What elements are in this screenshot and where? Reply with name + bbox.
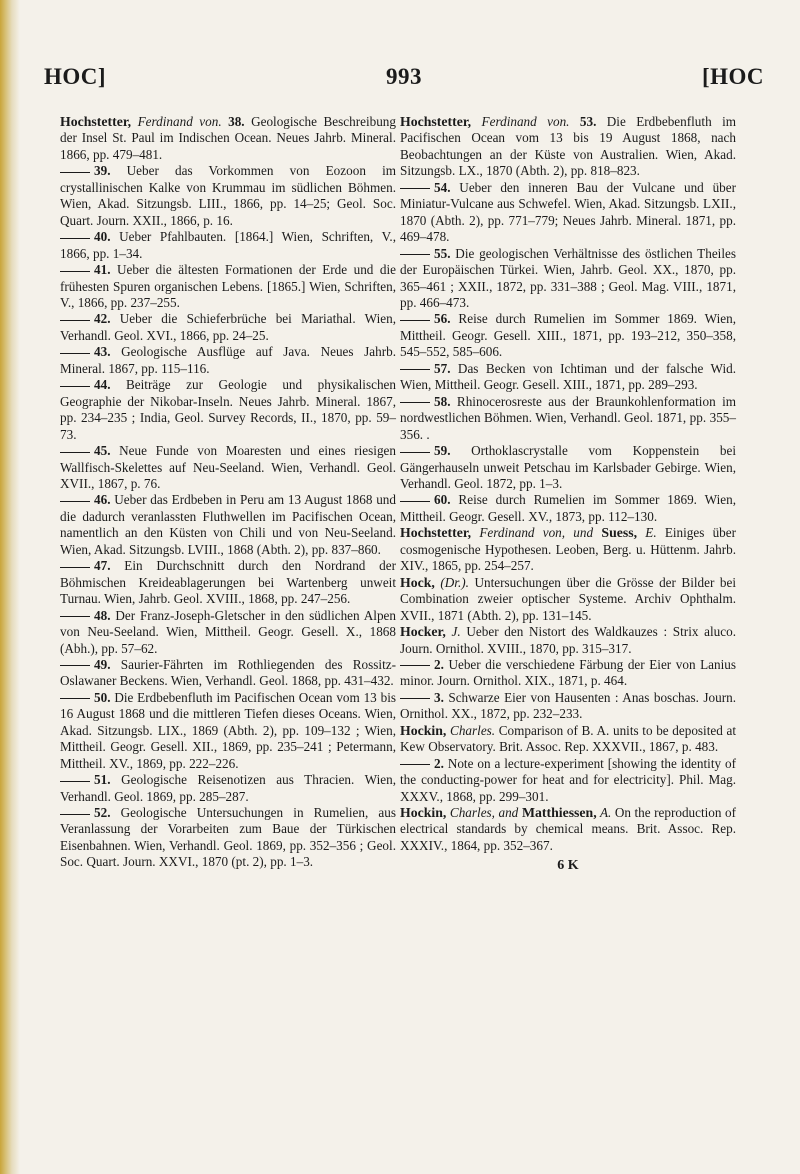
coauthor-given-name: E. xyxy=(637,525,657,541)
ditto-dash xyxy=(60,698,90,699)
author-given-name: (Dr.). xyxy=(434,574,469,590)
entry-number: 54. xyxy=(434,179,451,195)
bibliography-entry xyxy=(400,723,736,756)
entry-text: Untersuchungen über die Grösse der Bilder bei Combination zweier optischer Systeme. Archiv Ophthalm. XVII., 1871 (Abth. 2), pp. 131–145. xyxy=(400,574,736,623)
author-name: Hocker, xyxy=(400,624,446,640)
ditto-dash xyxy=(60,172,90,173)
bibliography-entry xyxy=(60,772,396,805)
bibliography-entry xyxy=(400,114,736,180)
entry-number: 45. xyxy=(94,443,111,459)
author-name: Hock, xyxy=(400,574,435,590)
entry-text: Ueber Pfahlbauten. [1864.] Wien, Schriften, V., 1866, pp. 1–34. xyxy=(60,229,396,261)
entry-text: Ueber den Nistort des Waldkauzes : Strix aluco. Journ. Ornithol. XVIII., 1870, pp. 315–317. xyxy=(400,624,736,656)
entry-text: Einiges über cosmogenische Hypothesen. Leoben, Berg. u. Hüttenm. Jahrb. XIV., 1865, pp. 254–257. xyxy=(400,525,737,574)
bibliography-entry xyxy=(400,492,736,525)
entry-number: 59. xyxy=(434,443,451,459)
entry-text: Geologische Beschreibung der Insel St. Paul im Indischen Ocean. Neues Jahrb. Mineral. 1866, pp. 479–481. xyxy=(60,114,396,162)
entry-number: 47. xyxy=(94,558,111,574)
entry-number: 38. xyxy=(228,114,245,129)
entry-text: Die Erdbebenfluth im Pacifischen Ocean vom 13 bis 19 August 1868, nach Beobachtungen an der Küste von Australien. Wien, Akad. Sitzungsb. LX., 1870 (Abth. 2), pp. 818–823. xyxy=(400,114,736,179)
bibliography-entry xyxy=(400,690,736,723)
entry-number: 50. xyxy=(94,689,111,705)
page-header xyxy=(44,64,764,104)
entry-text: On the reproduction of electrical standards by chemical means. Brit. Assoc. Rep. XXXIV., 1864, pp. 352–367. xyxy=(400,805,736,853)
entry-text: Geologische Ausflüge auf Java. Neues Jahrb. Mineral. 1867, pp. 115–116. xyxy=(60,344,396,376)
ditto-dash xyxy=(400,452,430,453)
entry-text: Die geologischen Verhältnisse des östlichen Theiles der Europäischen Türkei. Wien, Jahrb. Geol. XX., 1870, pp. 365–461 ; XXII., 1872, pp. 331–388 ; Geol. Mag. VIII., 1871, pp. 466–473. xyxy=(400,245,736,310)
entry-text: Neue Funde von Moaresten und eines riesigen Wallfisch-Skelettes auf Neu-Seeland. Wien, Verhandl. Geol. XVII., 1867, p. 76. xyxy=(60,443,396,491)
entry-number: 51. xyxy=(94,772,111,788)
entry-number: 2. xyxy=(434,656,444,672)
entry-number: 39. xyxy=(94,163,111,179)
bibliography-entry xyxy=(400,805,736,854)
bibliography-entry xyxy=(60,262,396,311)
ditto-dash xyxy=(60,814,90,815)
header-right-guide: [HOC xyxy=(701,64,764,89)
bibliography-entry xyxy=(400,657,736,690)
author-given-name: Charles. xyxy=(446,722,496,738)
entry-text: Rhinocerosreste aus der Braunkohlenformation im nordwestlichen Böhmen. Wien, Verhandl. Geol. 1871, pp. 355–356. . xyxy=(400,393,736,442)
entry-text: Ueber die verschiedene Färbung der Eier von Lanius minor. Journ. Ornithol. XIX., 1871, p. 464. xyxy=(400,656,736,689)
right-column xyxy=(400,114,736,854)
bibliography-entry xyxy=(60,114,396,163)
bibliography-entry xyxy=(400,756,736,805)
entry-text: Orthoklascrystalle vom Koppenstein bei Gängerhauseln unweit Petschau im Karlsbader Gebirge. Wien, Verhandl. Geol. 1872, pp. 1–3. xyxy=(400,443,736,491)
entry-number: 3. xyxy=(434,689,444,705)
entry-number: 52. xyxy=(94,805,111,821)
left-column xyxy=(60,114,396,871)
bibliography-entry xyxy=(60,558,396,607)
bibliography-entry xyxy=(60,492,396,558)
entry-number: 48. xyxy=(94,607,111,623)
entry-number: 58. xyxy=(434,393,451,409)
ditto-dash xyxy=(400,254,430,255)
bibliography-entry xyxy=(60,608,396,657)
author-name: Hockin, xyxy=(400,805,447,821)
entry-text: Comparison of B. A. units to be deposited at Kew Observatory. Brit. Assoc. Rep. XXXVII., 1867, p. 483. xyxy=(400,722,736,755)
binding-edge xyxy=(0,0,20,1174)
bibliography-entry xyxy=(400,624,736,657)
entry-text: Ueber die ältesten Formationen der Erde und die frühesten Spuren organischen Lebens. [1865.] Wien, Schriften, V., 1866, pp. 237–255. xyxy=(60,262,396,310)
bibliography-entry xyxy=(400,394,736,443)
author-name: Hockin, xyxy=(400,722,447,738)
entry-text: Schwarze Eier von Hausenten : Anas boschas. Journ. Ornithol. XX., 1872, pp. 232–233. xyxy=(400,689,736,722)
entry-text: Ueber die Schieferbrüche bei Mariathal. Wien, Verhandl. Geol. XVI., 1866, pp. 24–25. xyxy=(60,311,396,343)
bibliography-entry xyxy=(400,575,736,624)
author-given-name: Ferdinand von, und xyxy=(471,525,594,541)
ditto-dash xyxy=(60,567,90,568)
ditto-dash xyxy=(60,353,90,354)
ditto-dash xyxy=(60,271,90,272)
bibliography-entry xyxy=(60,344,396,377)
entry-text: Ueber den inneren Bau der Vulcane und über Miniatur-Vulcane aus Schwefel. Wien, Akad. Sitzungsb. LXII., 1870 (Abth. 2), pp. 771–779; Neues Jahrb. Mineral. 1871, pp. 469–478. xyxy=(400,179,736,245)
coauthor-name: Suess, xyxy=(593,525,638,541)
page-number: 993 xyxy=(386,64,422,89)
bibliography-entry xyxy=(60,163,396,229)
ditto-dash xyxy=(60,386,90,387)
coauthor-given-name: A. xyxy=(596,805,612,821)
entry-number: 40. xyxy=(94,229,111,245)
ditto-dash xyxy=(400,188,430,189)
entry-text: Ueber das Erdbeben in Peru am 13 August 1868 und die dadurch veranlassten Fluthwellen im Pacifischen Ocean, namentlich an den Küsten von Chili und von Neu-Seeland. Wien, Akad. Sitzungsb. LVIII., 1868 (Abth. 2), pp. 837–860. xyxy=(60,492,396,557)
bibliography-entry xyxy=(400,443,736,492)
ditto-dash xyxy=(400,402,430,403)
entry-text: Geologische Reisenotizen aus Thracien. Wien, Verhandl. Geol. 1869, pp. 285–287. xyxy=(60,772,396,804)
entry-text: Das Becken von Ichtiman und der falsche Wid. Wien, Mittheil. Geogr. Gesell. XIII., 1871, pp. 289–293. xyxy=(400,360,736,393)
entry-number: 53. xyxy=(579,114,597,129)
entry-text: Der Franz-Joseph-Gletscher in den südlichen Alpen von Neu-Seeland. Wien, Mittheil. Geogr. Gesell. X., 1868 (Abh.), pp. 57–62. xyxy=(60,607,396,656)
ditto-dash xyxy=(400,369,430,370)
author-given-name: Ferdinand von. xyxy=(131,114,222,129)
entry-number: 46. xyxy=(94,492,111,508)
author-given-name: Charles, and xyxy=(446,805,519,821)
ditto-dash xyxy=(60,238,90,239)
ditto-dash xyxy=(400,320,430,321)
bibliography-entry xyxy=(60,311,396,344)
ditto-dash xyxy=(400,501,430,502)
ditto-dash xyxy=(60,616,90,617)
entry-text: Beiträge zur Geologie und physikalischen Geographie der Nikobar-Inseln. Neues Jahrb. Mineral. 1867, pp. 234–235 ; India, Geol. Survey Records, II., 1870, pp. 59–73. xyxy=(60,377,396,442)
entry-text: Note on a lecture-experiment [showing the identity of the conducting-power for heat and for electricity]. Phil. Mag. XXXV., 1868, pp. 299–301. xyxy=(400,755,736,804)
entry-text: Reise durch Rumelien im Sommer 1869. Wien, Mittheil. Geogr. Gesell. XV., 1873, pp. 112–130. xyxy=(400,492,736,524)
entry-text: Ein Durchschnitt durch den Nordrand der Böhmischen Kreideablagerungen bei Wartenberg unweit Turnau. Wien, Jahrb. Geol. XVIII., 1868, pp. 247–256. xyxy=(60,558,396,607)
bibliography-entry xyxy=(60,229,396,262)
entry-number: 55. xyxy=(434,245,451,261)
bibliography-entry xyxy=(60,805,396,871)
coauthor-name: Matthiessen, xyxy=(518,805,597,821)
entry-text: Saurier-Fährten im Rothliegenden des Rossitz-Oslawaner Beckens. Wien, Verhandl. Geol. 1868, pp. 431–432. xyxy=(60,656,396,689)
entry-text: Die Erdbebenfluth im Pacifischen Ocean vom 13 bis 16 August 1868 und die mittleren Tiefen dieses Oceans. Wien, Akad. Sitzungsb. LIX., 1869 (Abth. 2), pp. 109–132 ; Wien, Mittheil. Geogr. Gesell. XII., 1869, pp. 235–241 ; Petermann, Mittheil. XV., 1869, pp. 222–226. xyxy=(60,689,396,771)
ditto-dash xyxy=(400,665,430,666)
ditto-dash xyxy=(60,320,90,321)
entry-number: 43. xyxy=(94,344,111,360)
author-given-name: J. xyxy=(445,624,461,640)
entry-number: 44. xyxy=(94,377,111,393)
bibliography-entry xyxy=(400,246,736,312)
bibliography-entry xyxy=(60,657,396,690)
entry-text: Ueber das Vorkommen von Eozoon im crystallinischen Kalke von Krummau im südlichen Böhmen. Wien, Akad. Sitzungsb. LIII., 1866, pp. 14–25; Geol. Soc. Quart. Journ. XXII., 1866, p. 16. xyxy=(60,163,396,228)
ditto-dash xyxy=(400,698,430,699)
entry-text: Geologische Untersuchungen in Rumelien, aus Veranlassung der Vorarbeiten zum Baue der Türkischen Eisenbahnen. Wien, Verhandl. Geol. 1869, pp. 352–356 ; Geol. Soc. Quart. Journ. XXVI., 1870 (pt. 2), pp. 1–3. xyxy=(60,805,396,870)
entry-number: 41. xyxy=(94,262,111,278)
author-given-name: Ferdinand von. xyxy=(471,114,570,129)
entry-number: 56. xyxy=(434,311,451,327)
entry-text: Reise durch Rumelien im Sommer 1869. Wien, Mittheil. Geogr. Gesell. XIII., 1871, pp. 193–212, 350–358, 545–552, 585–606. xyxy=(400,311,736,360)
entry-number: 42. xyxy=(94,311,111,327)
entry-number: 60. xyxy=(434,492,451,508)
author-name: Hochstetter, xyxy=(400,114,472,129)
entry-number: 2. xyxy=(434,755,444,771)
bibliography-entry xyxy=(400,525,736,574)
entry-number: 57. xyxy=(434,360,451,376)
ditto-dash xyxy=(60,665,90,666)
bibliography-entry xyxy=(400,361,736,394)
bibliography-entry xyxy=(60,443,396,492)
author-name: Hochstetter, xyxy=(60,114,132,129)
ditto-dash xyxy=(60,452,90,453)
author-name: Hochstetter, xyxy=(400,525,472,541)
bibliography-entry xyxy=(60,690,396,772)
ditto-dash xyxy=(60,501,90,502)
bibliography-entry xyxy=(400,180,736,246)
ditto-dash xyxy=(400,764,430,765)
entry-number: 49. xyxy=(94,656,111,672)
bibliography-entry xyxy=(400,311,736,360)
bibliography-entry xyxy=(60,377,396,443)
header-left-guide: HOC] xyxy=(44,64,107,89)
signature-mark: 6 K xyxy=(557,858,579,873)
ditto-dash xyxy=(60,781,90,782)
